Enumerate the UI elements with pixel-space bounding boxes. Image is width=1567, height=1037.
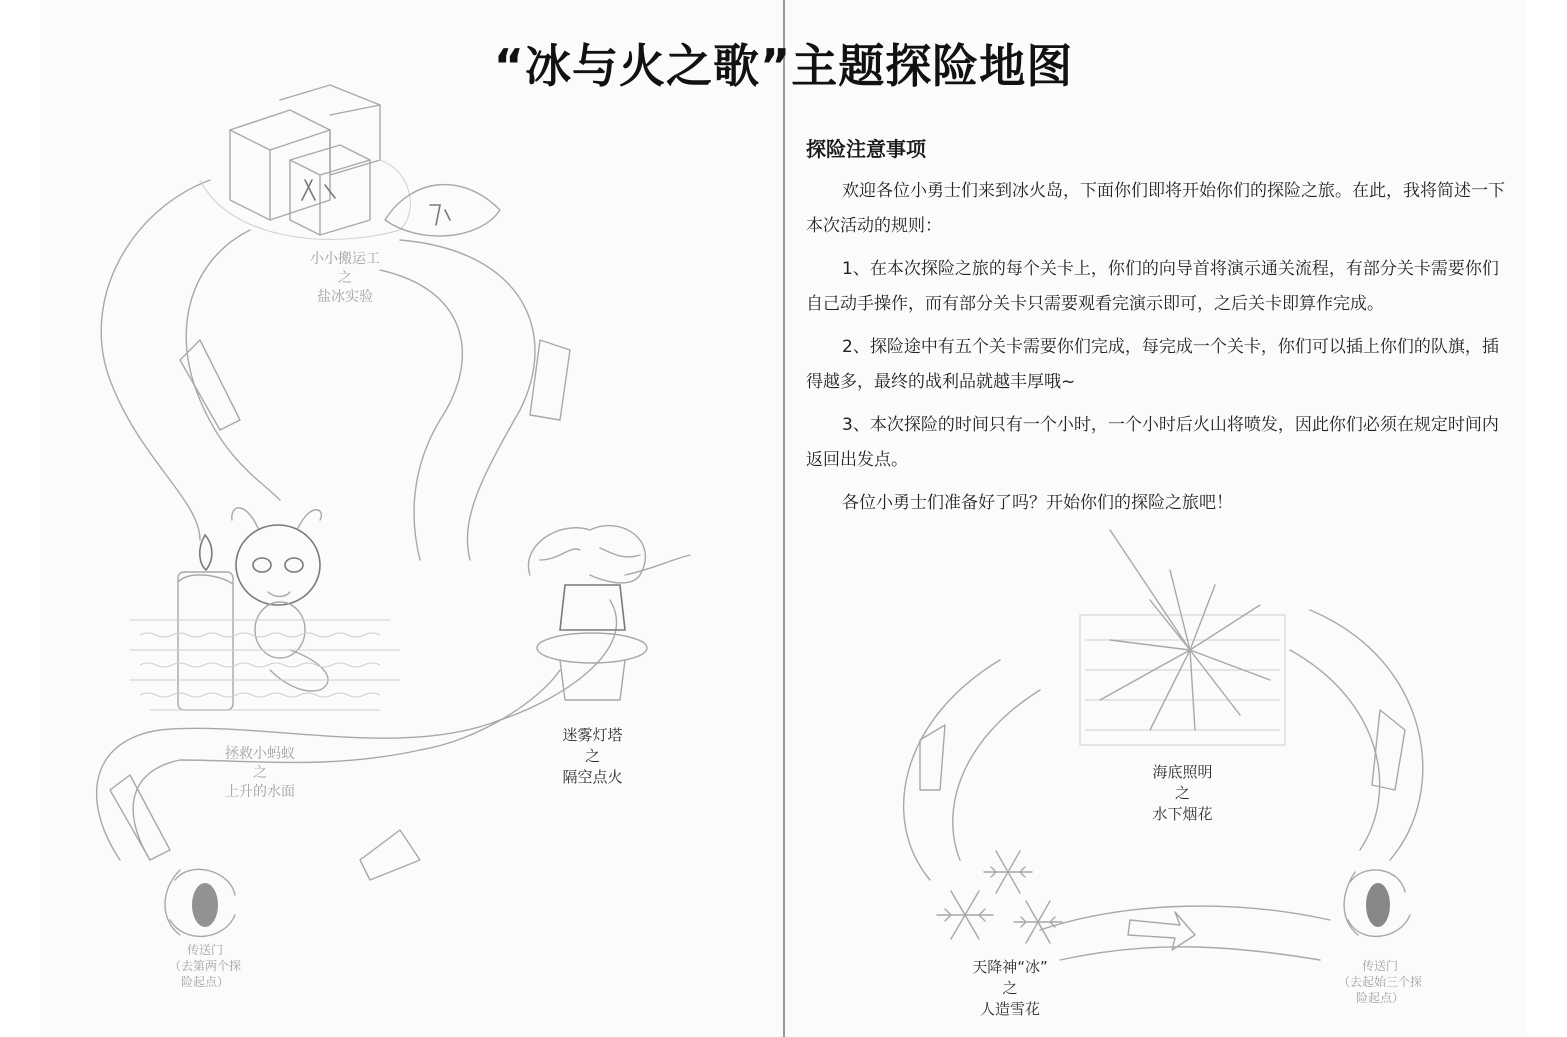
station-title: 海底照明 xyxy=(1152,763,1213,781)
station-title: 传送门 xyxy=(1361,959,1398,973)
lighthouse-icon xyxy=(528,526,690,700)
station-subtitle: 险起点） xyxy=(1355,991,1404,1005)
station-subtitle: （去起始三个探 xyxy=(1337,975,1422,989)
station-title: 天降神“冰” xyxy=(972,958,1048,976)
portal-icon-right xyxy=(1344,870,1410,936)
station-title: 迷雾灯塔 xyxy=(562,726,623,744)
station-fireworks xyxy=(1130,762,1235,825)
station-joiner: 之 xyxy=(584,747,600,765)
station-title: 传送门 xyxy=(186,943,223,957)
station-joiner: 之 xyxy=(1174,784,1190,802)
notes-section xyxy=(806,133,1506,529)
page-title: “冰与火之歌”主题探险地图 xyxy=(493,39,1074,93)
ice-cube-icon xyxy=(200,85,410,239)
station-salt-ice xyxy=(290,250,400,307)
station-title: 拯救小蚂蚁 xyxy=(225,746,295,762)
station-subtitle: 盐冰实验 xyxy=(317,289,373,305)
station-subtitle: 人造雪花 xyxy=(979,1000,1040,1018)
notes-paragraph: 1、在本次探险之旅的每个关卡上，你们的向导首将演示通关流程，有部分关卡需要你们自己动手操作，而有部分关卡只需要观看完演示即可，之后关卡即算作完成。 xyxy=(806,259,1499,314)
station-subtitle: 水下烟花 xyxy=(1152,805,1213,823)
station-subtitle: 隔空点火 xyxy=(562,768,623,786)
station-subtitle: 上升的水面 xyxy=(225,784,295,800)
station-portal-right xyxy=(1320,958,1440,1006)
notes-paragraph: 各位小勇士们准备好了吗？开始你们的探险之旅吧！ xyxy=(842,493,1233,513)
station-joiner: 之 xyxy=(1002,979,1018,997)
station-mosquito xyxy=(200,745,320,802)
notes-paragraph: 欢迎各位小勇士们来到冰火岛，下面你们即将开始你们的探险之旅。在此，我将简述一下本次活动的规则： xyxy=(806,181,1505,236)
station-snow xyxy=(955,957,1065,1020)
station-subtitle: 险起点） xyxy=(180,975,229,989)
arrow-icon xyxy=(110,340,570,880)
station-portal-left xyxy=(150,942,260,990)
notes-heading: 探险注意事项 xyxy=(806,137,926,161)
station-title: 小小搬运工 xyxy=(310,251,380,267)
station-joiner: 之 xyxy=(338,270,352,286)
portal-icon xyxy=(165,869,235,936)
water-waves-left xyxy=(130,620,400,710)
firework-icon xyxy=(1080,530,1285,745)
candle-icon xyxy=(178,535,233,710)
station-joiner: 之 xyxy=(253,765,267,781)
station-lighthouse xyxy=(540,725,645,788)
notes-paragraph: 2、探险途中有五个关卡需要你们完成，每完成一个关卡，你们可以插上你们的队旗，插得越多，最终的战利品就越丰厚哦~ xyxy=(806,337,1499,392)
notes-paragraph: 3、本次探险的时间只有一个小时，一个小时后火山将喷发，因此你们必须在规定时间内返回出发点。 xyxy=(806,415,1499,470)
station-subtitle: （去第两个探 xyxy=(168,959,241,973)
